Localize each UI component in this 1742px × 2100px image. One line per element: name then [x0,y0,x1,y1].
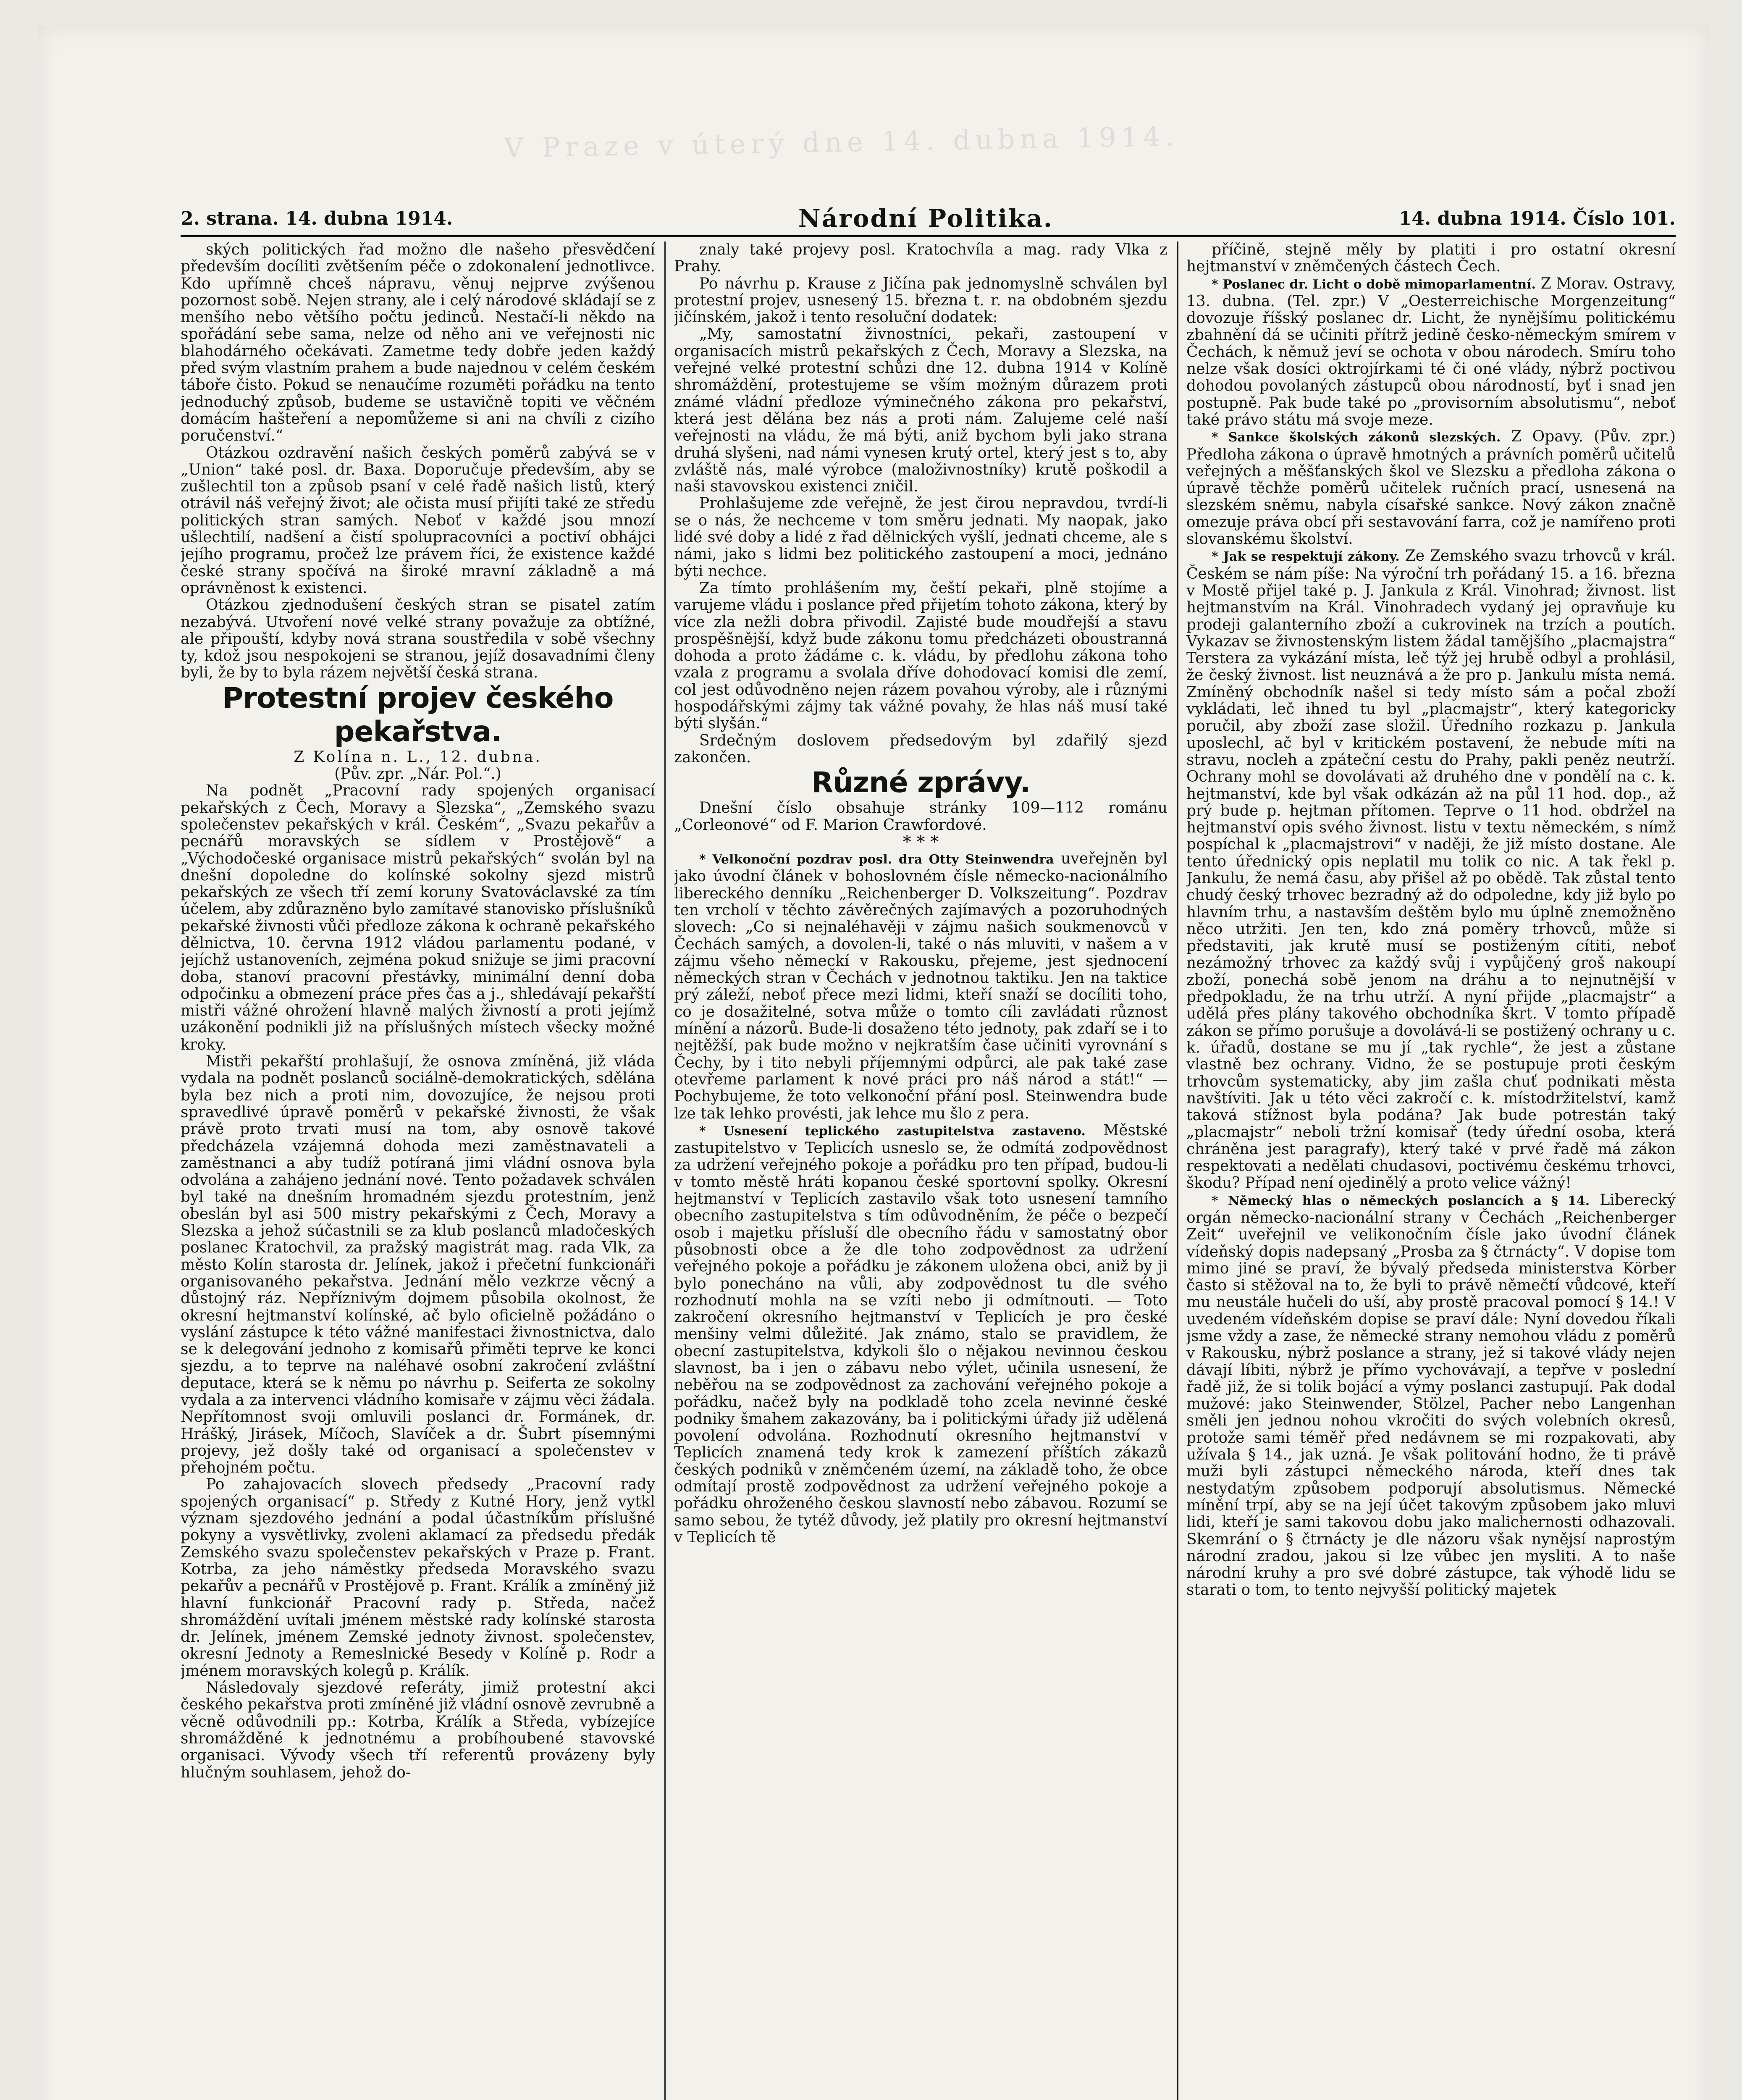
page-info-left: 2. strana. 14. dubna 1914. [181,207,453,229]
article-paragraph: příčině, stejně měly by platiti i pro ostatní okresní hejtmanství v zněmčených částech Čech. [1186,242,1676,276]
article-paragraph: Prohlašujeme zde veřejně, že jest čirou nepravdou, tvrdí-li se o nás, že nechceme v tom směru jednati. My naopak, jako lidé své doby a lidé z řad dělnických vyšlí, jednati chceme, ale s námi, jako s lidmi bez politického zastoupení a moci, jednáno býti nechce. [674,495,1167,580]
news-text: Z Morav. Ostravy, 13. dubna. (Tel. zpr.) V „Oesterreichische Morgenzeitung“ dovozuje říšský poslanec dr. Licht, že nynějšímu politickému zbahnění dá se učiniti přítrž jedině česko-německým smírem v Čechách, k němuž jeví se ochota v obou národech. Smíru toho nelze však dosíci oktrojírkami té či oné vlády, nýbrž poctivou dohodou povolaných zástupců obou národností, byť i snad jen postupně. Pak bude také po „provisorním absolutismu“, neboť také právo státu má svoje meze. [1186,275,1676,428]
article-paragraph: Srdečným doslovem předsedovým byl zdařilý sjezd zakončen. [674,732,1167,766]
article-paragraph: Otázkou zjednodušení českých stran se pisatel zatím nezabývá. Utvoření nové velké strany považuje za obtížné, ale připouští, kdyby nová strana soustředila v sobě všechny ty, kdož jsou nespokojeni se stranou, jejíž dosavadními členy byli, že by to byla rázem největší česká strana. [181,596,655,682]
news-item [1186,428,1676,548]
header-rule [181,235,1676,237]
page-info-right: 14. dubna 1914. Číslo 101. [1398,207,1676,229]
article-paragraph: Mistři pekařští prohlašují, že osnova zmíněná, již vláda vydala na podnět poslanců sociálně-demokratických, sdělána byla bez nich a proti nim, dovozujíce, že nejsou proti spravedlivé úpravě poměrů v pekařské živnosti, že však právě proto trvati musí na tom, aby osnově takové předcházela vzájemná dohoda mezi zaměstnavateli a zaměstnanci a aby tudíž potíraná jimi vládní osnova byla odvolána a zahájeno jednání nové. Tento požadavek schválen byl také na dnešním hromadném sjezdu protestním, jenž obeslán byl asi 500 mistry pekařskými z Čech, Moravy a Slezska a jehož súčastnili se za klub poslanců mladočeských poslanec Kratochvil, za pražský magistrát mag. rada Vlk, za město Kolín starosta dr. Jelínek, jakož i přečetní funkcionáři organisovaného pekařstva. Jednání mělo vezkrze věcný a důstojný ráz. Nepříznivým dojmem působila okolnost, že okresní hejtmanství kolínské, ač bylo oficielně požádáno o vyslání zástupce k této vážné manifestaci živnostnictva, dalo se k delegování jednoho z komisařů přiměti teprve ke konci sjezdu, a to teprve na naléhavé osobní zakročení zvláštní deputace, která se k němu po návrhu p. Seiferta ze sokolny vydala a za intervenci vládního komisaře v zájmu věci žádala. Nepřítomnost svoji omluvili poslanci dr. Formánek, dr. Hrášký, Jirásek, Míčoch, Slavíček a dr. Šubrt písemnými projevy, jež došly také od organisací a společenstev v přehojném počtu. [181,1053,655,1477]
article-paragraph: Otázkou ozdravění našich českých poměrů zabývá se v „Union“ také posl. dr. Baxa. Doporučuje především, aby se zušlechtil ton a způsob psaní v celé řadě našich listů, který otrávil náš veřejný život; ale očista musí přijíti také ze středu politických stran samých. Neboť v každé jsou mnozí ušlechtilí, nadšení a čistí spolupracovníci a poctiví obhájci jejího programu, pročež lze právem říci, že existence každé české strany spočívá na široké mravní základně a má oprávněnost k existenci. [181,444,655,597]
news-item [1186,276,1676,429]
news-kicker: * Poslanec dr. Licht o době mimoparlamentní. [1212,277,1536,292]
article-paragraph: ských politických řad možno dle našeho přesvědčení především docíliti zvětšením péče o zdokonalení jednotlivce. Kdo upřímně chceš nápravu, věnuj nejprve zvýšenou pozornost sobě. Nejen strany, ale i celý národové skládají se z menšího nebo většího počtu jedinců. Nestačí-li někdo na spořádání sebe sama, nelze od něho ani ve veřejnosti nic blahodárného očekávati. Zametme tedy dobře jeden každý před svým vlastním prahem a bude najednou v celém českém táboře čisto. Pokud se nenaučíme rozuměti pořádku na tento jednoduchý způsob, budeme se ustavičně topiti ve věčném domácím hašteření a nepomůžeme si ani na chvíli z cizího poručenství.“ [181,242,655,445]
article-paragraph: Po zahajovacích slovech předsedy „Pracovní rady spojených organisací“ p. Středy z Kutné Hory, jenž vytkl význam sjezdového jednání a podal účastníkům příslušné pokyny a vysvětlivky, zvoleni aklamací za předsedu předák Zemského svazu společenstev pekařských v Praze p. Frant. Kotrba, za jeho náměstky předseda Moravského svazu pekařův a pecnářů v Prostějově p. Frant. Králík a zmíněný již hlavní funkcionář Pracovní rady p. Středa, načež shromáždění uvítali jménem městské rady kolínské starosta dr. Jelínek, jménem Zemské jednoty živnost. společenstev, okresní Jednoty a Remeslnické Besedy v Kolíně p. Rodr a jménem moravských kolegů p. Králík. [181,1476,655,1680]
column-3 [1186,242,1676,2100]
news-item [1186,1192,1676,1599]
article-paragraph: Dnešní číslo obsahuje stránky 109—112 románu „Corleonové“ od F. Marion Crawfordové. [674,799,1167,834]
news-text: uveřejněn byl jako úvodní článek v bohoslovném čísle německo-nacionálního libereckého denníku „Reichenberger D. Volkszeitung“. Pozdrav ten vrcholí v těchto závěrečných zajímavých a pozoruhodných slovech: „Co si nejnaléhavěji v zájmu našich soukmenovců v Čechách samých, a dovolen-li, také o nás mluviti, v našem a v zájmu všeho německí v Rakousku, přejeme, jest sjednocení německých stran v Čechách v jednotnou taktiku. Jen na taktice prý záleží, neboť přece mezi lidmi, kteří snaží se docíliti toho, co je dosažitelné, sotva může o tomto cíli zavládati různost mínění a názorů. Bude-li dosaženo této jednoty, pak zdaří se i to nejtěžší, pak bude možno v nejkratším čase učiniti vyrovnání s Čechy, by i tito nebyli příjemnými odpůrci, ale pak také zase otevřeme parlament k nové práci pro náš národ a stát!“ — Pochybujeme, že toto velkonoční přání posl. Steinwendra bude lze tak lehko provésti, jak lehce mu šlo z pera. [674,850,1167,1122]
page-header [181,204,1676,233]
section-headline: Různé zprávy. [811,766,1031,800]
dateline: Z Kolína n. L., 12. dubna. [294,748,542,766]
news-kicker: * Velkonoční pozdrav posl. dra Otty Steinwendra [699,852,1054,867]
news-kicker: * Sankce školských zákonů slezských. [1212,430,1501,445]
news-text: Liberecký orgán německo-nacionální strany v Čechách „Reichenberger Zeit“ uveřejnil ve velikonočním čísle jako úvodní článek vídeňský dopis nadepsaný „Prosba za § čtrnácty“. V dopise tom mimo jiné se praví, že bývalý předseda ministerstva Körber často si stěžoval na to, že byli to právě němečtí vůdcové, kteří mu neustále hučeli do uší, aby prostě pracoval pomocí § 14.! V uvedeném vídeňském dopise se praví dále: Nyní dovedou říkali jsme vždy a zase, že německé strany nemohou vládu z poměrů v Rakousku, nýbrž poslance a strany, jež si takové vlády nejen dávají líbiti, nýbrž je přímo vychovávají, a tepřve v poslední řadě již, že si tolik bojácí a výmy poslanci zastupují. Pak dodal mužové: jako Steinwender, Stölzel, Pacher nebo Langenhan směli jen jednou nohou vkročiti do svých volebních okresů, protože sami téměř před nedávnem se mi rozpakovati, aby užívala § 14., jak uzná. Je však politování hodno, že ti právě muži byli zástupci německého národa, kteří dnes tak nestydatým způsobem podporují absolutismus. Německé mínění trpí, aby se na její účet takovým způsobem jako mluvi lidi, kteří je sami takovou dobu jako malichernosti odhazovali. Skemrání o § čtrnácty je dle názoru však nynějsí naprostým národní zradou, jakou si lze vůbec jen mysliti. A to naše národní kruhy a pro své dobré zástupce, tak výhodě lidu se starati o tom, to tento nejvyšší politický majetek [1186,1191,1676,1599]
news-item [674,1122,1167,1546]
article-paragraph: Na podnět „Pracovní rady spojených organisací pekařských z Čech, Moravy a Slezska“, „Zemského svazu společenstev pekařských v král. Českém“, „Svazu pekařův a pecnářů moravských se sídlem v Prostějově“ a „Východočeské organisace mistrů pekařských“ svolán byl na dnešní dopoledne do kolínské sokolny sjezd mistrů pekařských ze všech tří zemí koruny Svatováclavské za tím účelem, aby zdůrazněno bylo zamítavé stanovisko příslušníků pekařské živnosti vůči předloze zákona k ochraně pekařského dělnictva, 10. června 1912 vládou parlamentu podané, v jejíchž ustanoveních, zejména pokud snižuje se jimi pracovní doba, stanoví pracovní přestávky, minimální denní doba odpočinku a obmezení práce přes čas a j., shledávají pekařští mistři vážné ohrožení hlavně malých živností a proti jejímž uzákonění podnikli již na příslušných místech všecky možné kroky. [181,782,655,1053]
news-kicker: * Jak se respektují zákony. [1212,549,1400,564]
news-text: Městské zastupitelstvo v Teplicích usneslo se, že odmítá zodpovědnost za udržení veřejného pokoje a pořádku pro ten případ, budou-li v tomto městě hráti kopanou české sportovní spolky. Okresní hejtmanství v Teplicích zastavilo však toto usnesení tamního obecního zastupitelstva s tím odůvodněním, že péče o bezpečí osob i majetku přísluší dle obecního řádu v samostatný obor působnosti obce a že dle toho zodpovědnost za udržení veřejného pokoje a pořádku je zákonem uložena obci, aniž by ji bylo ponecháno na vůli, aby zodpovědnost tu dle svého rozhodnutí mohla na se vzíti nebo ji odmítnouti. — Toto zakročení okresního hejtmanství v Teplicích je pro české menšiny velmi důležité. Jak známo, stalo se pravidlem, že obecní zastupitelstva, kdykoli šlo o nějakou nevinnou českou slavnost, ba i jen o zábavu nebo výlet, učinila usnesení, že neběřou na se zodpovědnost za zachování veřejného pokoje a pořádku, načež byly na podkladě toho zcela nevinné české podniky šmahem zakazovány, ba i politickými úřady již udělená povolení odvolána. Rozhodnutí okresního hejtmanství v Teplicích znamená tedy krok k zamezení příštích zákazů českých podniků v zněmčeném území, na základě toho, že obce odmítají prostě zodpovědnost za udržení veřejného pokoje a pořádku ohroženého českou slavností nebo zábavou. Rozumí se samo sebou, že tytéž důvody, jež platily pro okresní hejtmanství v Teplicích tě [674,1121,1167,1546]
news-text: Ze Zemského svazu trhovců v král. Českém se nám píše: Na výroční trh pořádaný 15. a 16. března v Mostě přijel také p. J. Jankula z Král. Vinohrad; živnost. list hejtmanstvím na Král. Vinohradech vydaný jej opravňuje ku prodeji galanterního zboží a cukrovinek na trzích a poutích. Vykazav se živnostenským listem žádal tamějšího „placmajstra“ Terstera za vykázání místa, leč týž jej hrubě odbyl a prohlásil, že český živnost. list neuznává a že pro p. Jankulu místa nemá. Zmíněný obchodník našel si tedy místo sám a počal zboží vykládati, leč ihned tu byl „placmajstr“, který kategoricky poručil, aby zboží zase složil. Úředního rozkazu p. Jankula uposlechl, ač byl v kritickém postavení, že nebude míti na stravu, nocleh a zpáteční cestu do Prahy, pakli peněz neutrží. Ochrany mohl se dovolávati až druhého dne v pondělí na c. k. hejtmanství, kde byl však odkázán až na půl 11 hod. dop., až prý bude p. hejtman přítomen. Teprve o 11 hod. obdržel na hejtmanství opis svého živnost. listu v textu německém, s nímž pospíchal k „placmajstrovi“ v naději, že již místo dostane. Ale tento úřednický opis neplatil mu tolik co nic. A tak řekl p. Jankulu, že nemá času, aby přišel až po obědě. Tak zůstal tento chudý český trhovec bezradný až do odpoledne, kdy již bylo po hlavním trhu, a nastavším deštěm bylo mu úplně znemožněno něco utržiti. Jen ten, kdo zná poměry trhovců, může si představiti, jak krutě musí se postiženým cítiti, neboť nezámožný trhovec za každý svůj i vypůjčený groš nakoupí zboží, ponechá sobě jenom na dráhu a to nejnutnější v předpokladu, že na trhu utrží. A nyní přijde „placmajstr“ a udělá přes plány takového obchodníka škrt. V tomto případě zákon se přímo porušuje a dovolává-li se postižený ochrany u c. k. úřadů, dostane se mu jí „tak rychle“, že jest a zůstane vlastně bez ochrany. Vidno, že se postupuje proti českým trhovcům systematicky, aby jim zašla chuť podnikati města navštíviti. Jak u této věci zakročí c. k. místodržitelství, kamž taková stížnost byla podána? Jak bude potrestán taký „placmajstr“ neboli tržní komisař (tedy úřední osoba, která chráněna jest paragrafy), který také v prvé řadě má zákon respektovati a nedělati chudasovi, poctivému českému trhovci, škodu? Případ není ojedinělý a proto velice vážný! [1186,547,1676,1192]
article-paragraph: Za tímto prohlášením my, čeští pekaři, plně stojíme a varujeme vládu i poslance před přijetím tohoto zákona, který by více zla nežli dobra přivodil. Zajisté bude moudřejší a stavu prospěšnější, když bude zákonu tomu předcházeti oboustranná dohoda a proto žádáme c. k. vládu, by předlohu zákona toho vzala z programu a svolala dříve dohodovací komisi dle zemí, col jest odůvodněno nejen rázem povahou výroby, ale i různými hospodářskými zájmy tak vážné povahy, že hlas náš musí také býti slyšán.“ [674,579,1167,732]
column-2 [674,242,1167,2100]
column-rule-1 [664,242,666,2100]
article-paragraph: znaly také projevy posl. Kratochvíla a mag. rady Vlka z Prahy. [674,242,1167,276]
news-item [1186,548,1676,1192]
news-text: Z Opavy. (Pův. zpr.) Předloha zákona o úpravě hmotných a právních poměrů učitelů veřejných a měšťanských škol ve Slezsku a předloha zákona o úpravě těchže poměrů učitelek ručních prací, usnesená na slezském sněmu, nabyla císařské sankce. Nový zákon značně omezuje práva obcí při sestavování farra, což je namířeno proti slovanskému školství. [1186,428,1676,548]
separator-stars: * * * [902,832,939,852]
column-rule-2 [1177,242,1178,2100]
column-1 [181,242,655,2100]
news-kicker: * Německý hlas o německých poslancích a § 14. [1212,1193,1590,1208]
source-note: (Pův. zpr. „Nár. Pol.“.) [334,765,501,783]
bleed-through-text: V Praze v úterý dne 14. dubna 1914. [504,121,1179,164]
news-item [674,850,1167,1122]
news-kicker: * Usnesení teplického zastupitelstva zastaveno. [699,1124,1086,1139]
masthead: Národní Politika. [798,204,1054,233]
article-paragraph: Následovaly sjezdové referáty, jimiž protestní akci českého pekařstva proti zmíněné již vládní osnově zevrubně a věcně odůvodnili pp.: Kotrba, Králík a Středa, vybízejíce shromážděné k jednotnému a probíhoubené stavovské organisaci. Vývody všech tří referentů provázeny byly hlučným souhlasem, jehož do- [181,1679,655,1781]
article-paragraph: „My, samostatní živnostníci, pekaři, zastoupení v organisacích mistrů pekařských z Čech, Moravy a Slezska, na veřejné velké protestní schůzi dne 12. dubna 1914 v Kolíně shromáždění, protestujeme se vším možným důrazem proti známé vládní předloze výminečného zákona pro pekařství, která jest dělána bez nás a proti nám. Zalujeme celé naší veřejnosti na vládu, že má býti, aniž bychom byli jako strana druhá slyšeni, nad námi vynesen krutý ortel, který jest s to, aby zvláště nás, malé výrobce (maloživnostníky) krutě poškodil a naši stavovskou existenci zničil. [674,326,1167,496]
article-headline: Protestní projev českého pekařstva. [222,681,614,748]
article-paragraph: Po návrhu p. Krause z Jičína pak jednomyslně schválen byl protestní projev, usnesený 15. března t. r. na obdobném sjezdu jičínském, jakož i tento resoluční dodatek: [674,275,1167,326]
